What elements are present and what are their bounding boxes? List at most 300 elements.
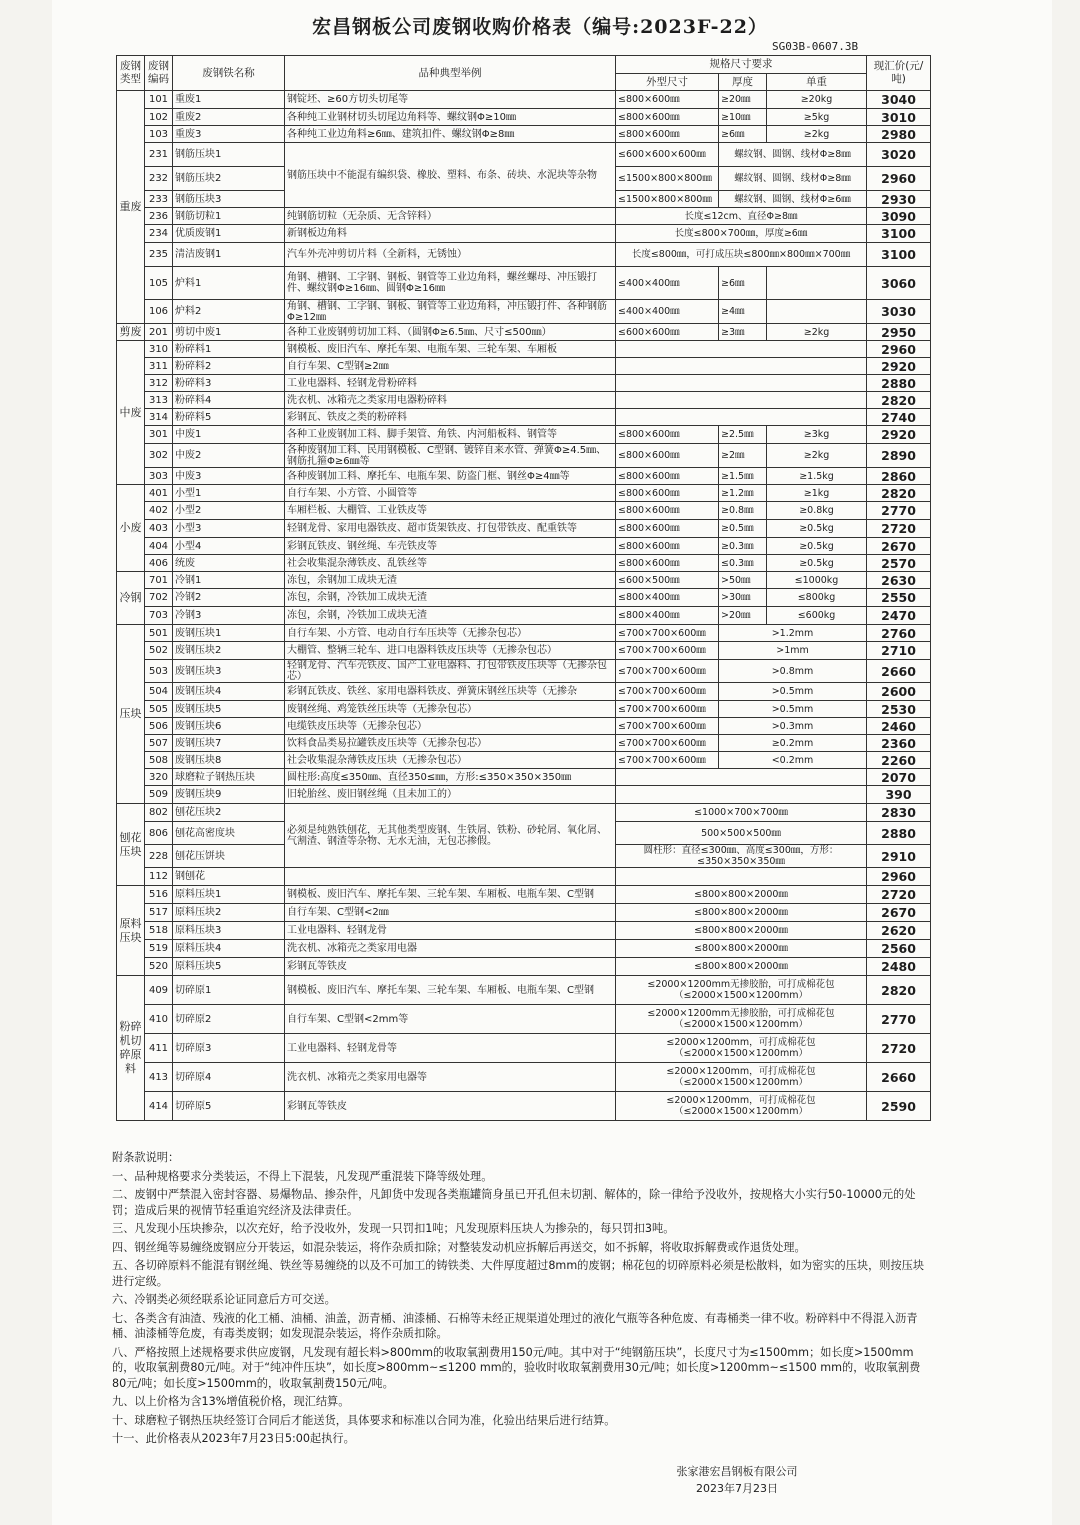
example-cell bbox=[285, 868, 616, 886]
code-cell: 516 bbox=[145, 886, 173, 904]
thickness-weight-cell: >0.3mm bbox=[719, 718, 867, 735]
name-cell: 统废 bbox=[173, 555, 285, 572]
code-cell: 201 bbox=[145, 324, 173, 341]
example-cell: 洗衣机、冰箱壳之类家用电器等 bbox=[285, 1063, 616, 1092]
weight-cell: ≥2kg bbox=[767, 126, 867, 143]
table-row bbox=[117, 520, 931, 538]
example-cell: 各种纯工业边角料≥6㎜、建筑扣件、螺纹钢Φ≥8㎜ bbox=[285, 126, 616, 143]
weight-cell: ≥0.5kg bbox=[767, 520, 867, 538]
price-cell: 2710 bbox=[867, 642, 931, 660]
name-cell: 小型2 bbox=[173, 502, 285, 520]
size-cell: ≤700×700×600㎜ bbox=[616, 735, 719, 752]
header-name: 废钢铁名称 bbox=[173, 56, 285, 91]
price-cell: 2670 bbox=[867, 904, 931, 922]
thickness-weight-cell: ≥0.2mm bbox=[719, 735, 867, 752]
example-cell: 自行车架、C型钢<2㎜ bbox=[285, 904, 616, 922]
name-cell: 钢筋压块3 bbox=[173, 191, 285, 208]
name-cell: 粉碎料1 bbox=[173, 341, 285, 358]
name-cell: 中废3 bbox=[173, 468, 285, 485]
name-cell: 冷钢2 bbox=[173, 589, 285, 607]
category-cell: 小废 bbox=[117, 485, 145, 572]
code-cell: 101 bbox=[145, 91, 173, 109]
example-cell: 钢锭坯、≥60方切头切尾等 bbox=[285, 91, 616, 109]
category-cell: 重废 bbox=[117, 91, 145, 324]
table-row bbox=[117, 1034, 931, 1063]
example-cell: 轻钢龙骨、汽车壳铁皮、国产工业电器料、打包带铁皮压块等（无掺杂包芯） bbox=[285, 660, 616, 683]
price-cell: 2920 bbox=[867, 426, 931, 444]
thickness-weight-cell: >0.8mm bbox=[719, 660, 867, 683]
thickness-cell: ≤0.3㎜ bbox=[719, 555, 767, 572]
name-cell: 粉碎料5 bbox=[173, 409, 285, 426]
code-cell: 314 bbox=[145, 409, 173, 426]
code-cell: 303 bbox=[145, 468, 173, 485]
code-cell: 802 bbox=[145, 804, 173, 822]
example-cell: 钢模板、废旧汽车、摩托车架、三轮车架、车厢板、电瓶车架、C型钢 bbox=[285, 976, 616, 1005]
note-item: 三、凡发现小压块掺杂，以次充好，给予没收外，发现一只罚扣1吨；凡发现原料压块人为掺杂的，每只罚扣3吨。 bbox=[112, 1222, 675, 1235]
code-cell: 112 bbox=[145, 868, 173, 886]
notes-section bbox=[112, 1150, 932, 1450]
example-cell: 社会收集混杂薄铁皮压块（无掺杂包芯） bbox=[285, 752, 616, 769]
thickness-weight-cell: 螺纹钢、圆钢、线材Φ≥6㎜ bbox=[719, 191, 867, 208]
thickness-cell: ≥6㎜ bbox=[719, 267, 767, 300]
table-row bbox=[117, 904, 931, 922]
code-cell: 703 bbox=[145, 607, 173, 625]
thickness-cell: >20㎜ bbox=[719, 607, 767, 625]
size-cell: ≤800×600㎜ bbox=[616, 555, 719, 572]
example-cell: 自行车架、C型钢<2mm等 bbox=[285, 1005, 616, 1034]
name-cell: 原料压块3 bbox=[173, 922, 285, 940]
note-item: 七、各类含有油渣、残液的化工桶、油桶、油盖，沥青桶、油漆桶、石棉等未经正规渠道处理过的液化气瓶等各种危废、有毒桶类一律不收。粉碎料中不得混入沥青桶、油漆桶等危废，有毒类废钢；如发现混杂装运，将作杂质扣除。 bbox=[112, 1311, 918, 1340]
thickness-cell: ≥10㎜ bbox=[719, 109, 767, 126]
thickness-cell: ≥2.5㎜ bbox=[719, 426, 767, 444]
spec-cell: ≤800×800×2000㎜ bbox=[616, 922, 867, 940]
thickness-cell: ≥6㎜ bbox=[719, 126, 767, 143]
table-row bbox=[117, 1063, 931, 1092]
price-cell: 2720 bbox=[867, 1034, 931, 1063]
issue-date: 2023年7月23日 bbox=[696, 1482, 778, 1495]
name-cell: 原料压块1 bbox=[173, 886, 285, 904]
example-cell: 钢模板、废旧汽车、摩托车架、三轮车架、车厢板、电瓶车架、C型钢 bbox=[285, 886, 616, 904]
code-cell: 409 bbox=[145, 976, 173, 1005]
table-row bbox=[117, 358, 931, 375]
thickness-weight-cell: <0.2mm bbox=[719, 752, 867, 769]
name-cell: 刨花高密度块 bbox=[173, 822, 285, 845]
code-cell: 102 bbox=[145, 109, 173, 126]
price-cell: 2550 bbox=[867, 589, 931, 607]
spec-cell bbox=[616, 409, 867, 426]
spec-cell bbox=[616, 769, 867, 786]
code-cell: 232 bbox=[145, 167, 173, 191]
name-cell: 刨花压块2 bbox=[173, 804, 285, 822]
spec-cell bbox=[616, 786, 867, 804]
size-cell: ≤700×700×600㎜ bbox=[616, 718, 719, 735]
price-cell: 2880 bbox=[867, 822, 931, 845]
price-cell: 2070 bbox=[867, 769, 931, 786]
table-row bbox=[117, 392, 931, 409]
table-row bbox=[117, 300, 931, 324]
example-cell: 各种工业废钢剪切加工料、（圆钢Φ≥6.5㎜、尺寸≤500㎜） bbox=[285, 324, 616, 341]
name-cell: 切碎原4 bbox=[173, 1063, 285, 1092]
category-cell: 冷钢 bbox=[117, 572, 145, 625]
price-cell: 3090 bbox=[867, 208, 931, 225]
name-cell: 切碎原1 bbox=[173, 976, 285, 1005]
thickness-weight-cell: >0.5mm bbox=[719, 683, 867, 701]
example-cell: 电缆铁皮压块等（无掺杂包芯） bbox=[285, 718, 616, 735]
name-cell: 粉碎料4 bbox=[173, 392, 285, 409]
name-cell: 中废1 bbox=[173, 426, 285, 444]
table-row bbox=[117, 683, 931, 701]
size-cell: ≤800×600㎜ bbox=[616, 538, 719, 555]
code-cell: 231 bbox=[145, 143, 173, 167]
table-row bbox=[117, 1005, 931, 1034]
code-cell: 406 bbox=[145, 555, 173, 572]
name-cell: 切碎原3 bbox=[173, 1034, 285, 1063]
thickness-weight-cell: >1.2mm bbox=[719, 625, 867, 642]
example-cell: 冻包，余钢加工成块无渣 bbox=[285, 572, 616, 589]
size-cell: ≤800×600㎜ bbox=[616, 91, 719, 109]
example-cell: 彩钢瓦等铁皮 bbox=[285, 1092, 616, 1121]
spec-cell bbox=[616, 392, 867, 409]
page-title: 宏昌钢板公司废钢收购价格表（编号:2023F-22） bbox=[312, 16, 768, 38]
example-cell: 钢模板、废旧汽车、摩托车架、电瓶车架、三轮车架、车厢板 bbox=[285, 341, 616, 358]
example-cell: 钢筋压块中不能混有编织袋、橡胶、塑料、布条、砖块、水泥块等杂物 bbox=[285, 143, 616, 208]
header-category: 废钢类型 bbox=[117, 56, 145, 91]
name-cell: 粉碎料2 bbox=[173, 358, 285, 375]
price-cell: 2480 bbox=[867, 958, 931, 976]
table-row bbox=[117, 243, 931, 267]
code-cell: 105 bbox=[145, 267, 173, 300]
example-cell: 新钢板边角料 bbox=[285, 225, 616, 243]
note-item: 十、球磨粒子钢热压块经签订合同后才能送货，具体要求和标准以合同为准，化验出结果后进行结算。 bbox=[112, 1413, 616, 1427]
example-cell: 车厢栏板、大棚管、工业铁皮等 bbox=[285, 502, 616, 520]
size-cell: ≤600×600㎜ bbox=[616, 324, 719, 341]
price-cell: 2890 bbox=[867, 444, 931, 468]
code-cell: 501 bbox=[145, 625, 173, 642]
price-cell: 3040 bbox=[867, 91, 931, 109]
price-cell: 2960 bbox=[867, 868, 931, 886]
table-row bbox=[117, 625, 931, 642]
weight-cell: ≥0.5kg bbox=[767, 538, 867, 555]
spec-cell bbox=[616, 868, 867, 886]
price-cell: 2740 bbox=[867, 409, 931, 426]
price-cell: 3100 bbox=[867, 243, 931, 267]
example-cell: 自行车架、C型钢≥2㎜ bbox=[285, 358, 616, 375]
price-cell: 3020 bbox=[867, 143, 931, 167]
name-cell: 球磨粒子钢热压块 bbox=[173, 769, 285, 786]
note-item: 五、各切碎原料不能混有钢丝绳、铁丝等易缠绕的以及不可加工的铸铁类、大件厚度超过8mm的废钢；棉花包的切碎原料必须是松散料，如为密实的压块，则按压块进行定级。 bbox=[112, 1259, 925, 1288]
name-cell: 炉料1 bbox=[173, 267, 285, 300]
signature-block bbox=[662, 1463, 812, 1497]
header-weight: 单重 bbox=[767, 74, 867, 91]
name-cell: 小型1 bbox=[173, 485, 285, 502]
weight-cell bbox=[767, 267, 867, 300]
name-cell: 剪切中废1 bbox=[173, 324, 285, 341]
price-cell: 2660 bbox=[867, 660, 931, 683]
table-row bbox=[117, 444, 931, 468]
table-row bbox=[117, 109, 931, 126]
name-cell: 钢刨花 bbox=[173, 868, 285, 886]
size-cell: ≤800×400㎜ bbox=[616, 589, 719, 607]
example-cell: 彩钢瓦、铁皮之类的粉碎料 bbox=[285, 409, 616, 426]
table-row bbox=[117, 375, 931, 392]
size-cell: ≤1500×800×800㎜ bbox=[616, 167, 719, 191]
example-cell: 旧轮胎丝、废旧钢丝绳（且未加工的） bbox=[285, 786, 616, 804]
code-cell: 233 bbox=[145, 191, 173, 208]
code-cell: 302 bbox=[145, 444, 173, 468]
code-cell: 509 bbox=[145, 786, 173, 804]
thickness-weight-cell: 螺纹钢、圆钢、线材Φ≥8㎜ bbox=[719, 143, 867, 167]
thickness-cell: ≥4㎜ bbox=[719, 300, 767, 324]
name-cell: 小型3 bbox=[173, 520, 285, 538]
name-cell: 中废2 bbox=[173, 444, 285, 468]
spec-cell: ≤800×800×2000㎜ bbox=[616, 958, 867, 976]
price-cell: 2760 bbox=[867, 625, 931, 642]
code-cell: 506 bbox=[145, 718, 173, 735]
name-cell: 废钢压块8 bbox=[173, 752, 285, 769]
name-cell: 废钢压块1 bbox=[173, 625, 285, 642]
weight-cell: ≤600kg bbox=[767, 607, 867, 625]
price-cell: 2830 bbox=[867, 804, 931, 822]
code-cell: 234 bbox=[145, 225, 173, 243]
code-cell: 235 bbox=[145, 243, 173, 267]
thickness-cell: ≥20㎜ bbox=[719, 91, 767, 109]
price-cell: 2960 bbox=[867, 341, 931, 358]
thickness-cell: >30㎜ bbox=[719, 589, 767, 607]
name-cell: 钢筋压块1 bbox=[173, 143, 285, 167]
price-cell: 2860 bbox=[867, 468, 931, 485]
price-cell: 2950 bbox=[867, 324, 931, 341]
code-cell: 401 bbox=[145, 485, 173, 502]
name-cell: 重废2 bbox=[173, 109, 285, 126]
price-cell: 2920 bbox=[867, 358, 931, 375]
price-cell: 2630 bbox=[867, 572, 931, 589]
price-cell: 2600 bbox=[867, 683, 931, 701]
spec-cell: ≤800×800×2000㎜ bbox=[616, 886, 867, 904]
table-row bbox=[117, 468, 931, 485]
category-cell: 原料压块 bbox=[117, 886, 145, 976]
table-row bbox=[117, 804, 931, 822]
example-cell: 饮料食品类易拉罐铁皮压块等（无掺杂包芯） bbox=[285, 735, 616, 752]
spec-cell: ≤800×800×2000㎜ bbox=[616, 940, 867, 958]
price-cell: 2570 bbox=[867, 555, 931, 572]
price-cell: 2820 bbox=[867, 485, 931, 502]
code-cell: 312 bbox=[145, 375, 173, 392]
example-cell: 自行车架、小方管、小圆管等 bbox=[285, 485, 616, 502]
name-cell: 废钢压块4 bbox=[173, 683, 285, 701]
header-spec: 规格尺寸要求 bbox=[616, 56, 867, 74]
price-cell: 2670 bbox=[867, 538, 931, 555]
example-cell: 自行车架、小方管、电动自行车压块等（无掺杂包芯） bbox=[285, 625, 616, 642]
code-cell: 518 bbox=[145, 922, 173, 940]
price-cell: 2980 bbox=[867, 126, 931, 143]
size-cell: ≤700×700×600㎜ bbox=[616, 752, 719, 769]
name-cell: 废钢压块6 bbox=[173, 718, 285, 735]
category-cell: 刨花压块 bbox=[117, 804, 145, 886]
example-cell: 必须是纯熟铁刨花，无其他类型废钢、生铁屑、铁粉、砂轮屑、氧化屑、气割渣、钢渣等杂物、无水无油，无包芯掺假。 bbox=[285, 804, 616, 868]
code-cell: 502 bbox=[145, 642, 173, 660]
table-row bbox=[117, 886, 931, 904]
name-cell: 小型4 bbox=[173, 538, 285, 555]
example-cell: 洗衣机、冰箱壳之类家用电器 bbox=[285, 940, 616, 958]
table-row bbox=[117, 735, 931, 752]
code-cell: 519 bbox=[145, 940, 173, 958]
size-cell: ≤800×600㎜ bbox=[616, 444, 719, 468]
table-row bbox=[117, 940, 931, 958]
weight-cell: ≥5kg bbox=[767, 109, 867, 126]
code-cell: 508 bbox=[145, 752, 173, 769]
weight-cell: ≤800kg bbox=[767, 589, 867, 607]
table-row bbox=[117, 426, 931, 444]
spec-cell: ≤2000×1200mm无掺胶胎，可打成棉花包（≤2000×1500×1200mm） bbox=[616, 1005, 867, 1034]
code-cell: 413 bbox=[145, 1063, 173, 1092]
spec-cell bbox=[616, 375, 867, 392]
thickness-cell: ≥2㎜ bbox=[719, 444, 767, 468]
name-cell: 钢筋压块2 bbox=[173, 167, 285, 191]
code-cell: 404 bbox=[145, 538, 173, 555]
table-row bbox=[117, 538, 931, 555]
price-cell: 2770 bbox=[867, 1005, 931, 1034]
table-row bbox=[117, 642, 931, 660]
weight-cell: ≤1000kg bbox=[767, 572, 867, 589]
table-row bbox=[117, 976, 931, 1005]
price-cell: 3060 bbox=[867, 267, 931, 300]
table-row bbox=[117, 1092, 931, 1121]
category-cell: 粉碎机切碎原料 bbox=[117, 976, 145, 1121]
table-row bbox=[117, 868, 931, 886]
code-cell: 103 bbox=[145, 126, 173, 143]
table-row bbox=[117, 958, 931, 976]
weight-cell: ≥2kg bbox=[767, 444, 867, 468]
code-cell: 505 bbox=[145, 701, 173, 718]
name-cell: 原料压块2 bbox=[173, 904, 285, 922]
document-code: SG03B-0607.3B bbox=[772, 40, 859, 53]
weight-cell: ≥20kg bbox=[767, 91, 867, 109]
spec-cell: 长度≤800㎜，可打成压块≤800㎜×800㎜×700㎜ bbox=[616, 243, 867, 267]
code-cell: 507 bbox=[145, 735, 173, 752]
example-cell: 大棚管、整辆三轮车、进口电器料铁皮压块等（无掺杂包芯） bbox=[285, 642, 616, 660]
example-cell: 各种工业废钢加工料、脚手架管、角铁、内河船板料、钢管等 bbox=[285, 426, 616, 444]
weight-cell: ≥3kg bbox=[767, 426, 867, 444]
price-cell: 2460 bbox=[867, 718, 931, 735]
name-cell: 切碎原2 bbox=[173, 1005, 285, 1034]
weight-cell: ≥2kg bbox=[767, 324, 867, 341]
example-cell: 冻包，余钢，冷铁加工成块无渣 bbox=[285, 607, 616, 625]
thickness-cell: ≥0.8㎜ bbox=[719, 502, 767, 520]
table-row bbox=[117, 409, 931, 426]
example-cell: 角钢、槽钢、工字钢、钢板、钢管等工业边角料，螺丝螺母、冲压锻打件、螺纹钢Φ≥16㎜、圆钢Φ≥16㎜ bbox=[285, 267, 616, 300]
example-cell: 工业电器料、轻钢龙骨粉碎料 bbox=[285, 375, 616, 392]
note-item: 一、品种规格要求分类装运，不得上下混装，凡发现严重混装下降等级处理。 bbox=[112, 1169, 493, 1183]
thickness-cell: ≥3㎜ bbox=[719, 324, 767, 341]
spec-cell: 长度≤12cm、直径Φ≥8㎜ bbox=[616, 208, 867, 225]
code-cell: 414 bbox=[145, 1092, 173, 1121]
spec-cell: 长度≤800×700㎜，厚度≥6㎜ bbox=[616, 225, 867, 243]
code-cell: 311 bbox=[145, 358, 173, 375]
size-cell: ≤700×700×600㎜ bbox=[616, 642, 719, 660]
price-table bbox=[116, 55, 931, 1121]
thickness-cell: ≥1.5㎜ bbox=[719, 468, 767, 485]
table-row bbox=[117, 341, 931, 358]
note-item: 九、以上价格为含13%增值税价格，现汇结算。 bbox=[112, 1395, 350, 1408]
name-cell: 原料压块4 bbox=[173, 940, 285, 958]
table-row bbox=[117, 769, 931, 786]
price-cell: 2620 bbox=[867, 922, 931, 940]
name-cell: 炉料2 bbox=[173, 300, 285, 324]
thickness-cell: >50㎜ bbox=[719, 572, 767, 589]
code-cell: 702 bbox=[145, 589, 173, 607]
spec-cell bbox=[616, 358, 867, 375]
note-item: 八、严格按照上述规格要求供应废钢，凡发现有超长料>800mm的收取氧割费用150元/吨。其中对于“纯钢筋压块”，长度尺寸为≤1500mm；如长度>1500mm的，收取氧割费80元/吨。对于“纯冲件压块”，如长度>800mm~≤1200 mm的，验收时收取氧割费用30元/吨；如长度>1200mm~≤1500 mm的，收取氧割费80元/吨；如长度>1500mm的，收取氧割费150元/吨。 bbox=[112, 1345, 921, 1390]
table-row bbox=[117, 225, 931, 243]
price-cell: 2560 bbox=[867, 940, 931, 958]
header-code: 废钢编码 bbox=[145, 56, 173, 91]
price-cell: 2260 bbox=[867, 752, 931, 769]
code-cell: 410 bbox=[145, 1005, 173, 1034]
price-cell: 2360 bbox=[867, 735, 931, 752]
size-cell: ≤800×600㎜ bbox=[616, 109, 719, 126]
spec-cell: 圆柱形：直径≤300㎜、高度≤300㎜，方形：≤350×350×350㎜ bbox=[616, 845, 867, 868]
table-row bbox=[117, 267, 931, 300]
price-cell: 2770 bbox=[867, 502, 931, 520]
name-cell: 清洁废钢1 bbox=[173, 243, 285, 267]
name-cell: 废钢压块3 bbox=[173, 660, 285, 683]
table-row bbox=[117, 701, 931, 718]
table-row bbox=[117, 324, 931, 341]
code-cell: 228 bbox=[145, 845, 173, 868]
price-cell: 2530 bbox=[867, 701, 931, 718]
price-cell: 2930 bbox=[867, 191, 931, 208]
spec-cell: ≤2000×1200mm，可打成棉花包（≤2000×1500×1200mm） bbox=[616, 1092, 867, 1121]
thickness-cell: ≥0.3㎜ bbox=[719, 538, 767, 555]
price-cell: 2720 bbox=[867, 886, 931, 904]
code-cell: 403 bbox=[145, 520, 173, 538]
name-cell: 废钢压块2 bbox=[173, 642, 285, 660]
spec-cell bbox=[616, 341, 867, 358]
size-cell: ≤700×700×600㎜ bbox=[616, 683, 719, 701]
code-cell: 520 bbox=[145, 958, 173, 976]
header-example: 品种典型举例 bbox=[285, 56, 616, 91]
note-item: 十一、此价格表从2023年7月23日5:00起执行。 bbox=[112, 1432, 355, 1445]
weight-cell: ≥0.8kg bbox=[767, 502, 867, 520]
price-cell: 390 bbox=[867, 786, 931, 804]
table-row bbox=[117, 607, 931, 625]
thickness-weight-cell: >1mm bbox=[719, 642, 867, 660]
example-cell: 各种废钢加工料、民用钢模板、C型钢、镀锌自来水管、弹簧Φ≥4.5㎜、钢筋扎箍Φ≥6㎜等 bbox=[285, 444, 616, 468]
example-cell: 各种废钢加工料、摩托车、电瓶车架、防盗门框、钢丝Φ≥4㎜等 bbox=[285, 468, 616, 485]
weight-cell bbox=[767, 300, 867, 324]
size-cell: ≤600×500㎜ bbox=[616, 572, 719, 589]
example-cell: 工业电器料、轻钢龙骨等 bbox=[285, 1034, 616, 1063]
example-cell: 彩钢瓦铁皮、钢丝绳、车壳铁皮等 bbox=[285, 538, 616, 555]
thickness-weight-cell: 螺纹钢、圆钢、线材Φ≥8㎜ bbox=[719, 167, 867, 191]
code-cell: 503 bbox=[145, 660, 173, 683]
table-row bbox=[117, 572, 931, 589]
example-cell: 角钢、槽钢、工字钢、钢板、钢管等工业边角料，冲压锻打件、各种钢筋Φ≥12㎜ bbox=[285, 300, 616, 324]
price-cell: 3030 bbox=[867, 300, 931, 324]
example-cell: 彩钢瓦等铁皮 bbox=[285, 958, 616, 976]
price-table-body bbox=[117, 91, 931, 1121]
spec-cell: ≤1000×700×700㎜ bbox=[616, 804, 867, 822]
size-cell: ≤800×600㎜ bbox=[616, 126, 719, 143]
note-item: 四、钢丝绳等易缠绕废钢应分开装运，如混杂装运，将作杂质扣除；对整装发动机应拆解后再送交，如不拆解，将收取拆解费或作退货处理。 bbox=[112, 1240, 806, 1254]
spec-cell: ≤800×800×2000㎜ bbox=[616, 904, 867, 922]
note-item: 六、冷钢类必须经联系论证同意后方可交送。 bbox=[112, 1293, 336, 1306]
table-row bbox=[117, 555, 931, 572]
table-row bbox=[117, 786, 931, 804]
example-cell: 彩钢瓦铁皮、铁丝、家用电器料铁皮、弹簧床钢丝压块等（无掺杂 bbox=[285, 683, 616, 701]
table-row bbox=[117, 485, 931, 502]
size-cell: ≤700×700×600㎜ bbox=[616, 625, 719, 642]
